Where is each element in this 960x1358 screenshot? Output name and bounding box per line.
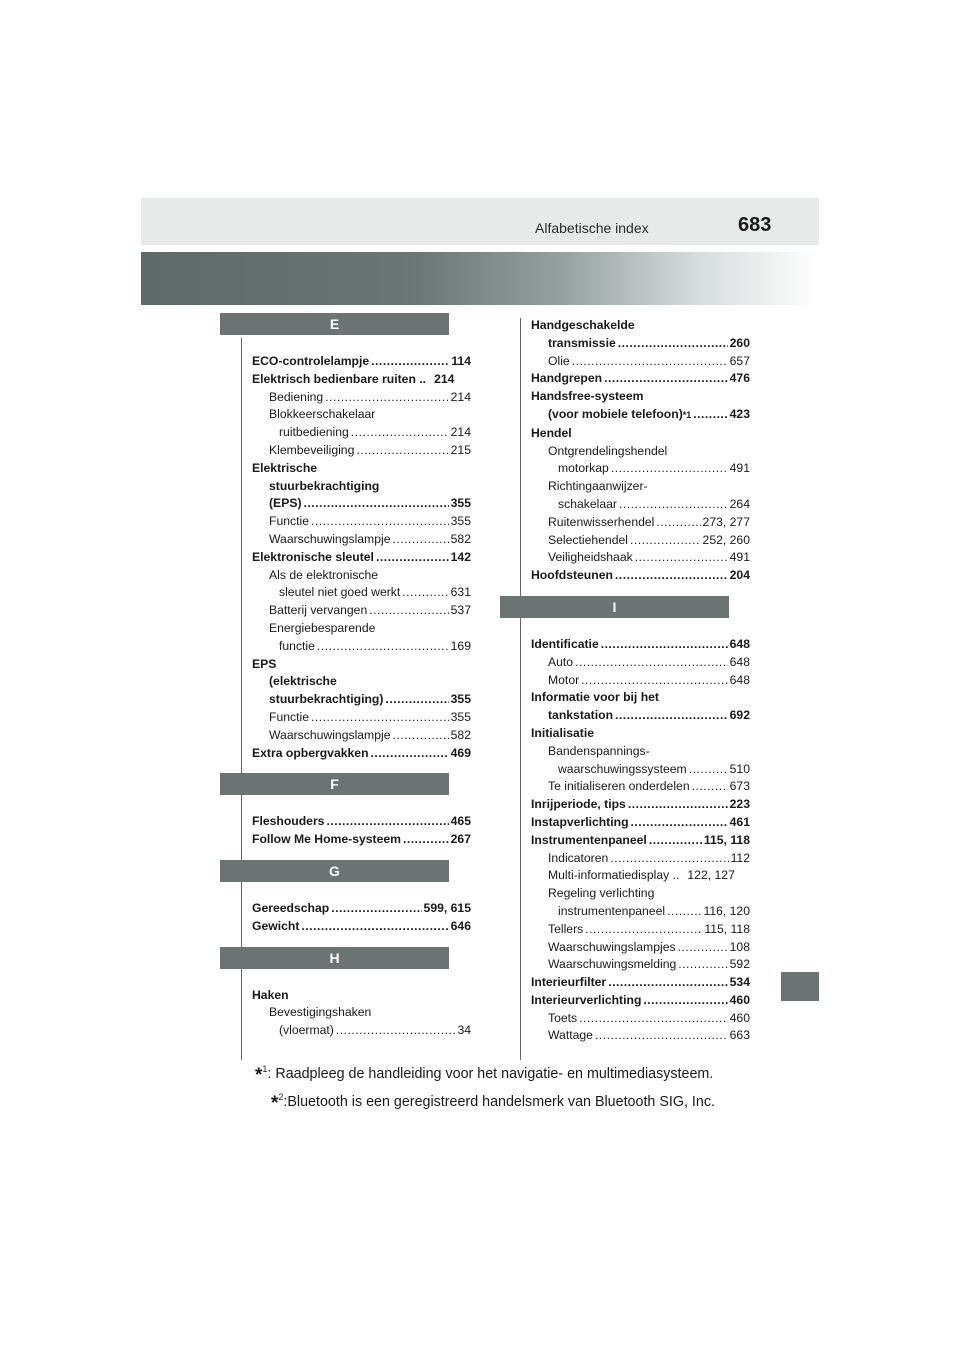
page-ref: 460 [729,1010,750,1025]
index-entry [252,1004,471,1022]
dot-leader [604,370,728,388]
dot-leader [575,654,728,672]
page-ref: 692 [729,708,750,723]
entry-term: (EPS) [269,496,302,511]
entry-term: sleutel niet goed werkt [279,585,401,600]
entry-term: Identificatie [531,636,599,651]
page-ref: 592 [729,957,750,972]
entry-term: Multi-informatiedisplay .. [548,868,680,883]
entry-term: EPS [252,656,277,671]
dot-leader [643,992,727,1010]
dot-leader [615,707,728,725]
page-ref: 461 [729,814,750,829]
entry-term: schakelaar [558,496,617,511]
dot-leader [656,514,700,532]
index-entry [531,549,750,567]
page-ref: 355 [450,692,471,707]
index-entry [252,584,471,602]
index-entry [252,567,471,585]
dot-leader [392,531,448,549]
entry-term: transmissie [548,335,616,350]
page-ref: 537 [450,603,471,618]
entry-term: Hoofdsteunen [531,568,613,583]
entry-term: (vloermat) [279,1023,334,1038]
index-entry [531,532,750,550]
dot-leader [608,974,727,992]
letter-section [252,776,471,813]
index-entry [252,513,471,531]
dot-leader [371,745,449,763]
index-column-left [252,316,471,1040]
entry-term: Te initialiseren onderdelen [548,779,690,794]
entry-term: Selectiehendel [548,532,628,547]
index-entry [252,424,471,442]
page-ref: 142 [450,549,471,564]
page-ref: 476 [729,371,750,386]
letter-header-f: F [220,773,449,795]
dot-leader [615,567,728,585]
index-entry [531,850,750,868]
entry-term: Batterij vervangen [269,603,368,618]
dot-leader [311,709,449,727]
letter-header-h: H [220,947,449,969]
index-entry [252,406,471,424]
index-entry [531,725,750,743]
index-entry [531,672,750,690]
index-entry [252,602,471,620]
entry-term: (voor mobiele telefoon) [548,406,683,421]
index-entry [531,707,750,725]
page-ref: 34 [457,1023,471,1038]
page-ref: 648 [729,672,750,687]
dot-leader [392,727,448,745]
entry-term: Hendel [531,425,572,440]
entry-term: Handgeschakelde [531,318,635,332]
page-ref: 273, 277 [702,514,750,529]
entry-term: Ruitenwisserhendel [548,514,655,529]
dot-leader [601,636,728,654]
entry-term: Gereedschap [252,900,330,915]
index-entry [252,549,471,567]
letter-header-g: G [220,860,449,882]
entry-term: Informatie voor bij het [531,690,659,705]
index-entry [531,867,750,885]
entry-term: Handgrepen [531,371,603,386]
page-ref: 214 [450,389,471,404]
index-entry [252,745,471,763]
index-entry [252,531,471,549]
page-ref: 469 [450,745,471,760]
dot-leader [369,602,448,620]
page-ref: 657 [729,353,750,368]
index-entry [252,831,471,849]
index-entry [531,689,750,707]
index-entry [252,987,471,1005]
footnote-2 [271,1092,715,1115]
page-ref: 355 [450,514,471,529]
entry-term: stuurbekrachtiging [269,478,380,493]
dot-leader [301,918,448,936]
index-entry [252,900,471,918]
page-ref: 116, 120 [703,903,750,918]
page-ref: 460 [729,992,750,1007]
entry-term: functie [279,638,315,653]
entry-term: Motor [548,672,580,687]
index-entry [531,921,750,939]
entry-term: Bevestigingshaken [269,1005,372,1020]
page-ref: 115, 118 [704,921,750,936]
index-entry [252,353,471,371]
page-ref: 599, 615 [423,900,471,915]
entry-term: Extra opbergvakken [252,745,369,760]
dot-leader [610,850,728,868]
index-entry [531,567,750,585]
entry-term: Instapverlichting [531,814,629,829]
entry-term: waarschuwingssysteem [558,761,687,776]
footnote-text: :Bluetooth is een geregistreerd handelsmerk van Bluetooth SIG, Inc. [283,1093,715,1110]
entry-term: Richtingaanwijzer- [548,479,648,494]
page-ref: 204 [729,568,750,583]
index-entry [252,656,471,674]
dot-leader [317,638,449,656]
index-entry [252,620,471,638]
dot-leader [585,921,702,939]
dot-leader [385,691,448,709]
page-ref: 491 [729,550,750,565]
page-ref: 423 [729,406,750,421]
page-ref: 355 [450,496,471,511]
index-entry [531,903,750,921]
dot-leader [678,956,727,974]
page-ref: 122, 127 [687,868,735,883]
entry-term: Bediening [269,389,324,404]
entry-term: Interieurfilter [531,975,607,990]
entry-term: Initialisatie [531,725,594,740]
entry-term: Bandenspannings- [548,743,650,758]
entry-term: Handsfree-systeem [531,389,644,404]
dot-leader [678,939,728,957]
index-entry [531,654,750,672]
section-title: Alfabetische index [535,220,649,236]
dot-leader [689,761,728,779]
dot-leader [371,353,449,371]
index-entry [531,425,750,443]
entry-term: Instrumentenpaneel [531,832,647,847]
page-number: 683 [738,214,772,236]
page-ref: 663 [729,1028,750,1043]
page-ref: 260 [729,335,750,350]
entry-term: Follow Me Home-systeem [252,832,401,847]
index-entry [252,442,471,460]
page-ref: 223 [729,797,750,812]
index-entry [531,974,750,992]
index-entry [252,709,471,727]
entry-term: Interieurverlichting [531,992,642,1007]
index-entry [531,353,750,371]
entry-term: Elektrische [252,460,318,475]
index-entry [252,1022,471,1040]
page-ref: 252, 260 [702,532,750,547]
entry-term: Veiligheidshaak [548,550,633,565]
entry-term: Tellers [548,921,584,936]
entry-term: Olie [548,353,570,368]
entry-term: Wattage [548,1028,593,1043]
dot-leader [581,672,728,690]
index-entry [531,796,750,814]
index-entry [252,371,471,389]
index-entry [531,1010,750,1028]
entry-term: (elektrische [269,674,337,689]
page-ref: 115, 118 [703,832,750,847]
entry-term: tankstation [548,708,614,723]
dot-leader [304,495,449,513]
footnote-text: : Raadpleeg de handleiding voor het navigatie- en multimediasysteem. [267,1065,714,1082]
footnote-1 [255,1064,713,1087]
entry-term: Indicatoren [548,850,609,865]
dot-leader [618,335,728,353]
entry-term: Klembeveiliging [269,442,355,457]
index-entry [252,495,471,513]
dot-leader [595,1027,728,1045]
entry-term: Waarschuwingsmelding [548,957,677,972]
index-entry [252,691,471,709]
page-ref: 534 [729,975,750,990]
dot-leader [403,831,449,849]
entry-term: Inrijperiode, tips [531,797,626,812]
page-ref: 465 [450,814,471,829]
footnote-sup: 2 [278,1092,284,1102]
index-entry [531,743,750,761]
index-entry [252,460,471,478]
index-entry [531,388,750,406]
dot-leader [628,796,728,814]
entry-term: Auto [548,654,574,669]
index-entry [531,832,750,850]
entry-term: motorkap [558,461,609,476]
letter-section [252,862,471,900]
page-ref: 582 [450,531,471,546]
index-entry [531,370,750,388]
page-ref: 267 [450,832,471,847]
dot-leader [336,1022,456,1040]
page-ref: 214 [450,425,471,440]
gradient-banner [141,252,819,305]
dot-leader [351,424,449,442]
dot-leader [402,584,448,602]
index-entry [531,956,750,974]
index-entry [252,673,471,691]
dot-leader [611,460,728,478]
entry-term: stuurbekrachtiging) [269,692,384,707]
dot-leader [311,513,449,531]
dot-leader [692,778,728,796]
index-entry [252,918,471,936]
letter-section [252,949,471,987]
index-entry [531,939,750,957]
entry-term: instrumentenpaneel [558,903,666,918]
index-entry [531,496,750,514]
dot-leader [376,549,449,567]
index-entry [531,636,750,654]
index-entry [252,389,471,407]
index-entry [531,992,750,1010]
letter-section [252,316,471,353]
entry-term: Blokkeerschakelaar [269,407,376,422]
index-entry [531,514,750,532]
page-ref: 648 [729,654,750,669]
entry-term: Waarschuwingslampje [269,727,391,742]
index-entry [531,761,750,779]
letter-header-e: E [220,313,449,335]
letter-section [531,598,750,636]
index-entry [531,1027,750,1045]
side-thumb-tab [781,972,819,1001]
entry-term: Elektronische sleutel [252,549,374,564]
index-column-right [531,317,750,1045]
dot-leader [635,549,728,567]
page-ref: 114 [451,354,471,368]
footnote-mark: * [271,1092,279,1114]
page-ref: 264 [729,496,750,511]
page-ref: 646 [450,918,471,933]
dot-leader [331,900,421,918]
index-entry [252,813,471,831]
dot-leader [649,832,702,850]
dot-leader [630,532,701,550]
entry-term: ECO-controlelampje [252,354,370,368]
dot-leader [572,353,728,371]
page-ref: 648 [729,636,750,651]
entry-term: Ontgrendelingshendel [548,443,668,458]
footnote-ref: *1 [682,409,692,420]
dot-leader [325,389,448,407]
letter-header-i: I [500,596,729,618]
index-entry [252,727,471,745]
footnote-mark: * [255,1064,263,1086]
index-entry [531,443,750,461]
entry-term: Als de elektronische [269,567,379,582]
entry-term: ruitbediening [279,425,349,440]
entry-term: Gewicht [252,918,300,933]
entry-term: Energiebesparende [269,620,376,635]
page-ref: 169 [450,638,471,653]
page-ref: 582 [450,727,471,742]
index-entry [531,814,750,832]
index-entry [531,885,750,903]
index-entry [531,335,750,353]
dot-leader [619,496,728,514]
page-ref: 510 [729,761,750,776]
footnote-sup: 1 [262,1064,268,1074]
page-ref: 491 [729,461,750,476]
dot-leader [693,406,727,424]
entry-term: Waarschuwingslampjes [548,939,676,954]
page-ref: 355 [450,709,471,724]
entry-term: Waarschuwingslampje [269,531,391,546]
index-entry [252,638,471,656]
entry-term: Functie [269,514,309,529]
dot-leader [579,1010,728,1028]
column-divider-middle [520,318,521,1060]
header-band [141,198,819,245]
entry-term: Regeling verlichting [548,886,655,901]
entry-term: Toets [548,1010,578,1025]
entry-term: Functie [269,709,309,724]
entry-term: Fleshouders [252,814,325,829]
entry-term: Elektrisch bedienbare ruiten .. [252,371,427,386]
dot-leader [326,813,448,831]
page-ref: 108 [729,939,750,954]
page-ref: 215 [450,442,471,457]
page-ref: 112 [730,850,750,865]
dot-leader [667,903,701,921]
page-ref: 673 [729,779,750,794]
index-entry [531,317,750,335]
index-entry [531,478,750,496]
entry-term: Haken [252,987,289,1002]
dot-leader [631,814,728,832]
dot-leader [356,442,448,460]
index-entry [531,778,750,796]
index-entry [252,478,471,496]
page-ref: 214 [434,371,455,386]
page-ref: 631 [450,585,471,600]
index-entry [531,460,750,478]
index-entry [531,406,750,425]
